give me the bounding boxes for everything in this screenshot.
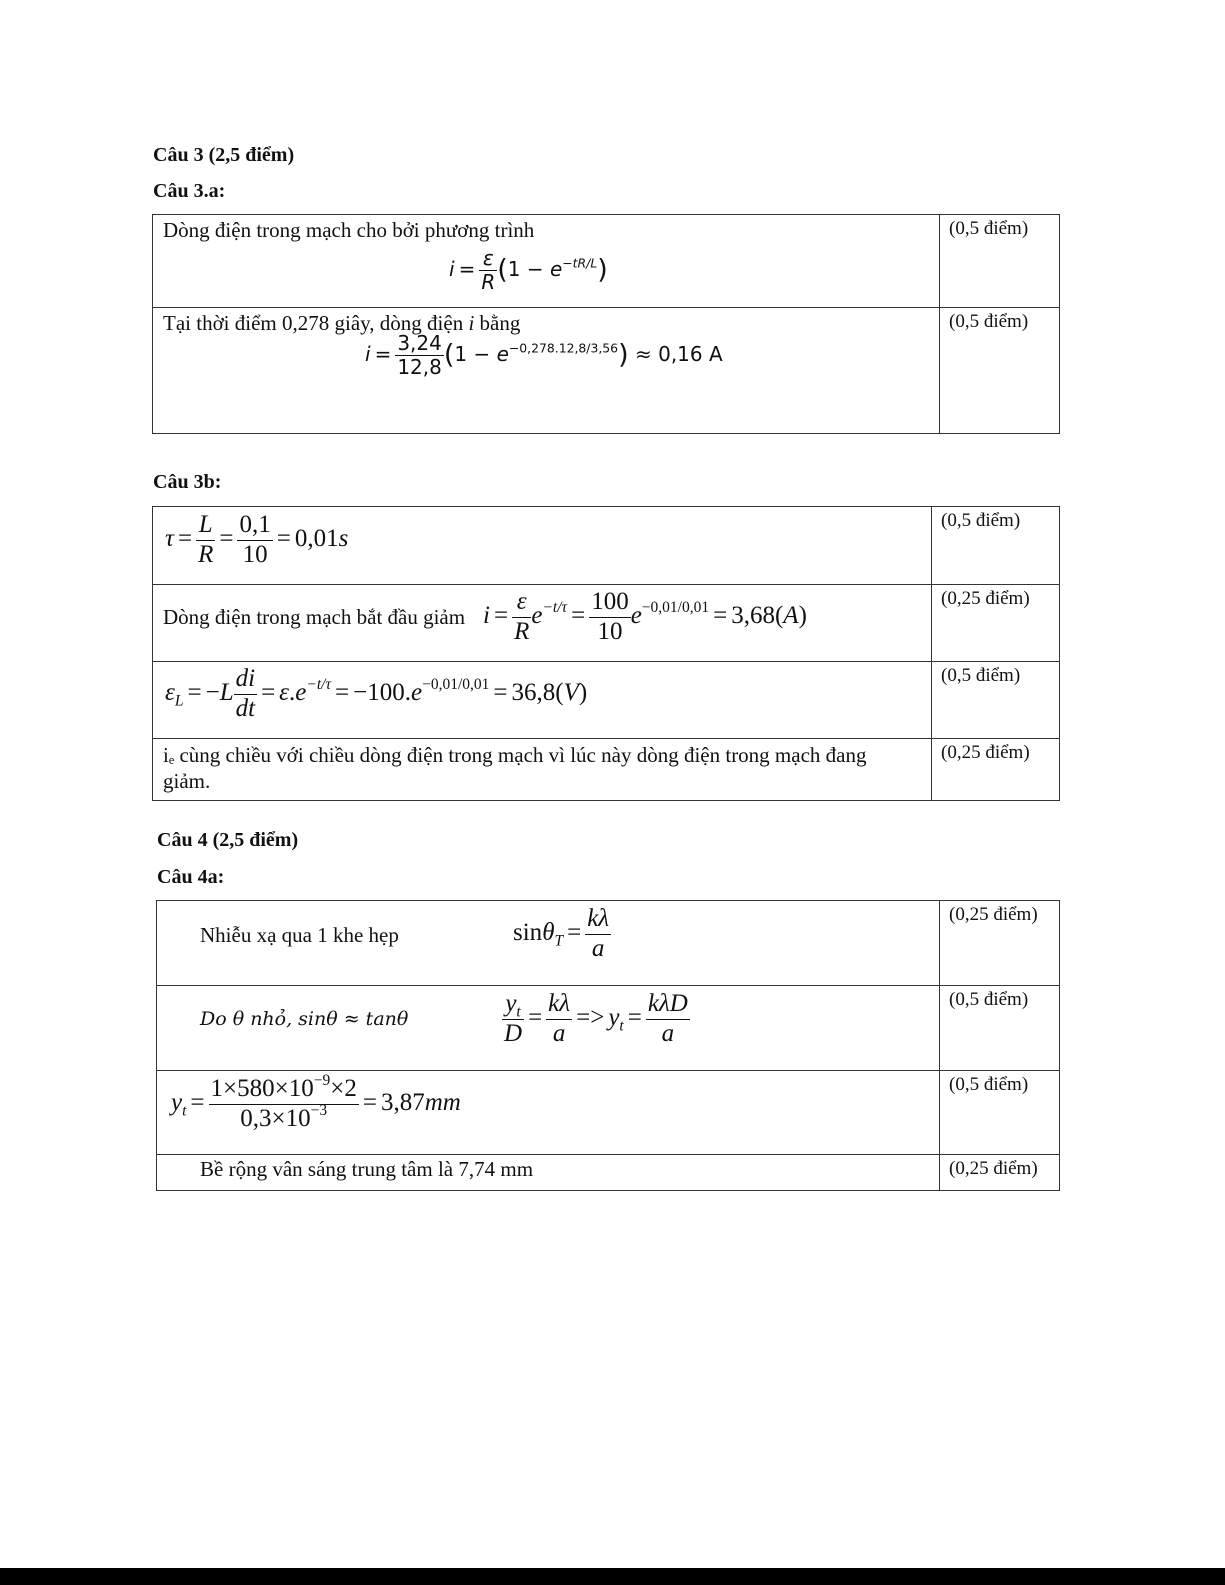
q3a-current-formula: i = $\frac{\varepsilon}{R}$ $(1 - e^{-tR/L})$ bbox=[449, 246, 608, 294]
q3b-row-2 bbox=[153, 585, 1059, 662]
q3a-row-1 bbox=[153, 215, 1059, 308]
q4a-row4-text: Bề rộng vân sáng trung tâm là 7,74 mm bbox=[200, 1157, 534, 1181]
q3b-row2-points: (0,25 điểm) bbox=[941, 588, 1030, 609]
q3b-row-4 bbox=[153, 739, 1059, 800]
q3a-row-2 bbox=[153, 308, 1059, 433]
q3a-current-value-formula: i = $\frac{3,24}{12,8}$ $(1 - e^{-0,278.12,8/3,56}) \approx 0,16$ A bbox=[365, 331, 723, 379]
q3a-table bbox=[152, 214, 1060, 434]
page-bottom-bar bbox=[0, 1568, 1225, 1585]
q3a-row2-text: Tại thời điểm 0,278 giây, dòng điện i bằng bbox=[163, 311, 521, 335]
q4a-row1-points: (0,25 điểm) bbox=[949, 904, 1038, 925]
q4a-subtitle: Câu 4a: bbox=[157, 866, 225, 888]
q4a-row1-text: Nhiễu xạ qua 1 khe hẹp bbox=[200, 923, 399, 947]
q4a-row2-points: (0,5 điểm) bbox=[949, 989, 1029, 1010]
q3b-emf-formula: $\varepsilon_L = -L$ $\frac{di}{dt}$ = $\varepsilon.e^{-t/\tau} = -100.e^{-0,01/0,01} = 36,8(V)$ bbox=[165, 665, 588, 722]
q3a-row1-text: Dòng điện trong mạch cho bởi phương trình bbox=[163, 218, 535, 242]
q4a-row-1 bbox=[157, 901, 1059, 986]
q4a-row4-points: (0,25 điểm) bbox=[949, 1158, 1038, 1179]
q4a-position-formula: $\frac{y_t}{D}$ = $\frac{k\lambda}{a}$ => $y_t$ = kλD a bbox=[504, 990, 688, 1047]
q3b-row4-points: (0,25 điểm) bbox=[941, 742, 1030, 763]
q3-title: Câu 3 (2,5 điểm) bbox=[153, 144, 295, 166]
q4a-row-2 bbox=[157, 986, 1059, 1071]
q3a-row1-points: (0,5 điểm) bbox=[949, 218, 1029, 239]
q4a-table bbox=[156, 900, 1060, 1191]
q4a-yt-calculation: $y_t$ = $\frac{1\times 580\times 10^{-9}\times 2}{0,3\times 10^{-3}}$ = 3,87mm bbox=[171, 1072, 461, 1132]
q3b-row2-text: Dòng điện trong mạch bắt đầu giảm bbox=[163, 605, 466, 629]
q3b-table bbox=[152, 506, 1060, 801]
q3b-row1-points: (0,5 điểm) bbox=[941, 510, 1021, 531]
q4a-diffraction-formula: sinθ$_T$ = $\frac{k\lambda}{a}$ bbox=[513, 905, 610, 962]
q4a-row-4 bbox=[157, 1155, 1059, 1190]
q4a-row-3 bbox=[157, 1071, 1059, 1155]
q4a-row2-text: Do θ nhỏ, sinθ ≈ tanθ bbox=[200, 1008, 409, 1030]
q3b-row-3 bbox=[153, 662, 1059, 739]
q3a-subtitle: Câu 3.a: bbox=[153, 180, 226, 202]
q3b-tau-formula: τ = $\frac{L}{R}$ = $\frac{0,1}{10}$ = 0,01s bbox=[165, 511, 349, 568]
q4a-row3-points: (0,5 điểm) bbox=[949, 1074, 1029, 1095]
q3b-decay-formula: i = $\frac{\varepsilon}{R}$ $e^{-t/\tau}$ = $\frac{100}{10}$ $e^{-0,01/0,01} = 3,68(A)$ bbox=[483, 588, 807, 645]
q3a-row2-points: (0,5 điểm) bbox=[949, 311, 1029, 332]
q3b-subtitle: Câu 3b: bbox=[153, 471, 222, 493]
q3b-row-1 bbox=[153, 507, 1059, 585]
q4-title: Câu 4 (2,5 điểm) bbox=[157, 829, 299, 851]
q3b-row3-points: (0,5 điểm) bbox=[941, 665, 1021, 686]
q3b-row4-text: iₑ cùng chiều với chiều dòng điện trong mạch vì lúc này dòng điện trong mạch đang giảm. bbox=[163, 743, 867, 793]
